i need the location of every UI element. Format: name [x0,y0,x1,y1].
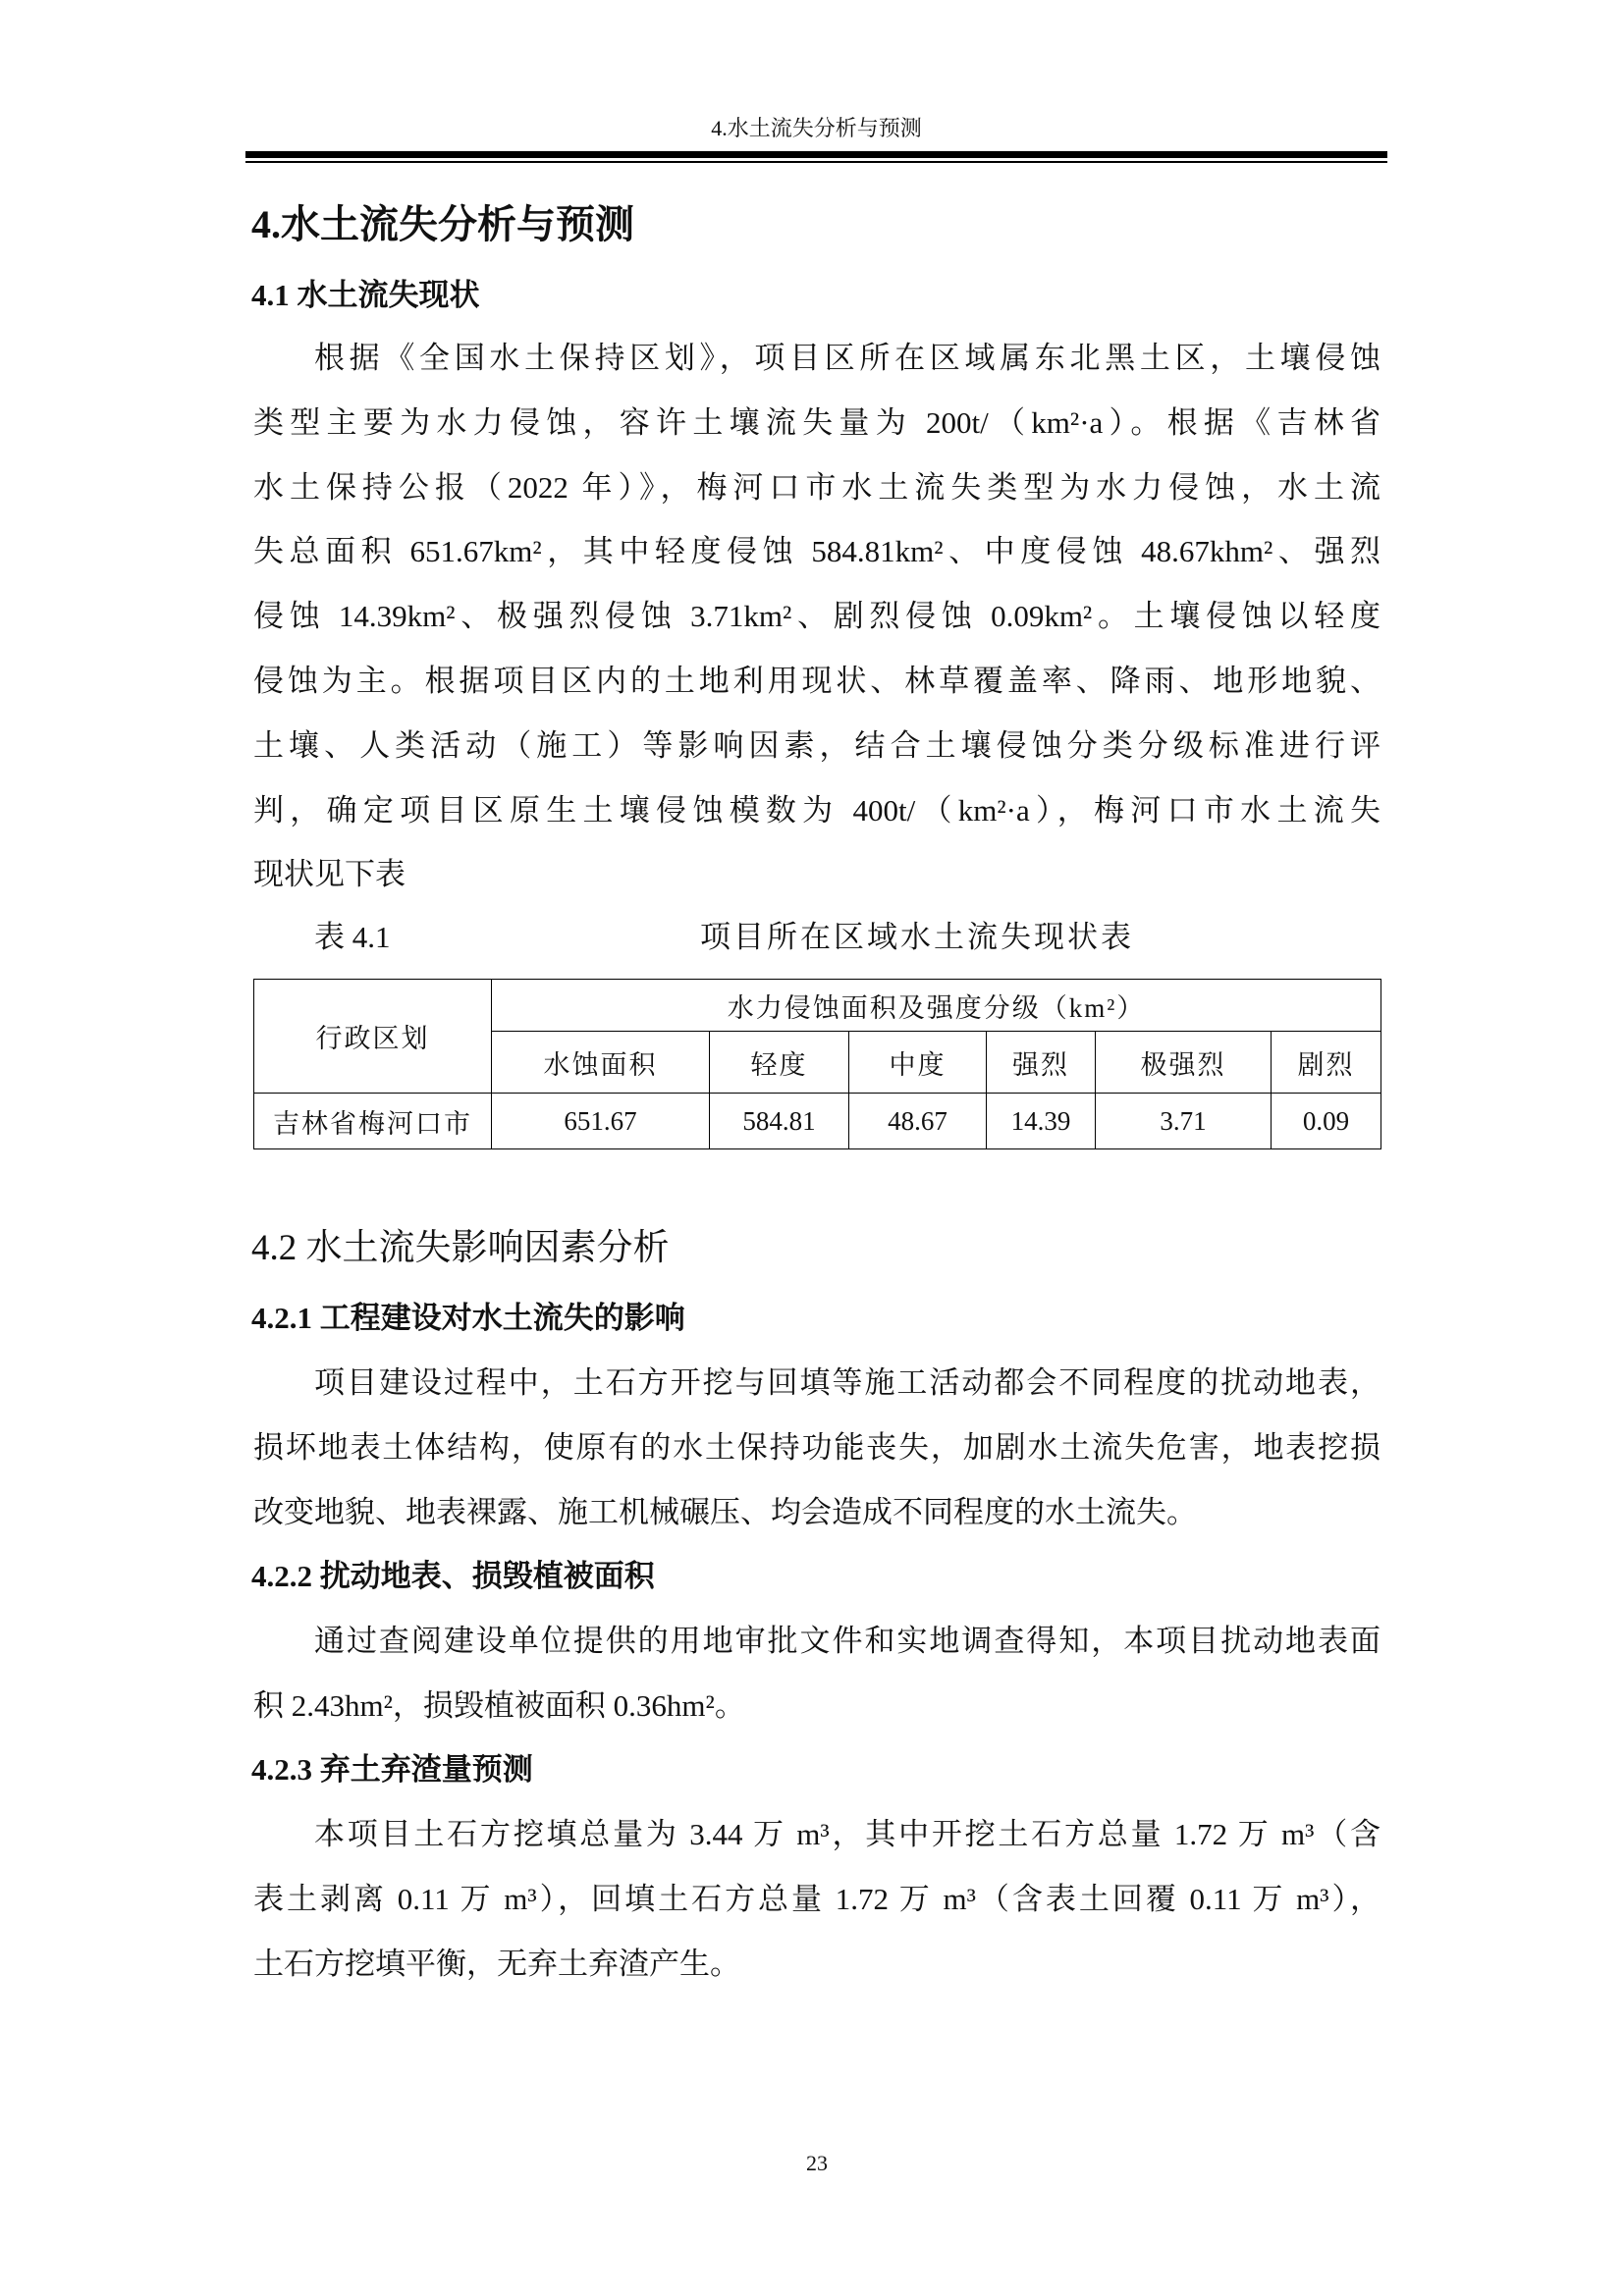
paragraph-line: 现状见下表 [253,857,406,892]
table-cell: 0.09 [1272,1094,1381,1149]
table-column-header: 强烈 [987,1032,1096,1094]
table-row [254,1094,1381,1149]
paragraph-line: 改变地貌、地表裸露、施工机械碾压、均会造成不同程度的水土流失。 [253,1494,1197,1529]
table-column-header: 极强烈 [1096,1032,1272,1094]
paragraph-line: 损坏地表土体结构，使原有的水土保持功能丧失，加剧水土流失危害，地表挖损 [253,1429,1380,1465]
section-4-2-3-heading: 4.2.3 弃土弃渣量预测 [251,1752,533,1787]
table-caption-number: 表 4.1 [314,920,391,954]
table-column-header: 剧烈 [1272,1032,1381,1094]
paragraph-line: 表土剥离 0.11 万 m³），回填土石方总量 1.72 万 m³（含表土回覆 0.11 万 m³）， [253,1881,1380,1916]
soil-erosion-status-table [253,979,1381,1149]
table-header-row [254,980,1381,1032]
section-4-2-3-paragraph [253,1802,1380,1996]
table-cell: 651.67 [492,1094,710,1149]
paragraph-line: 通过查阅建设单位提供的用地审批文件和实地调查得知，本项目扰动地表面 [314,1624,1380,1658]
paragraph-line: 侵蚀 14.39km²、极强烈侵蚀 3.71km²、剧烈侵蚀 0.09km²。土壤侵蚀以轻度 [253,599,1380,634]
section-4-2-1-heading: 4.2.1 工程建设对水土流失的影响 [251,1301,685,1335]
table-cell-region: 吉林省梅河口市 [254,1094,492,1149]
table-column-header: 水蚀面积 [492,1032,710,1094]
table-cell: 48.67 [849,1094,987,1149]
paragraph-line: 侵蚀为主。根据项目区内的土地利用现状、林草覆盖率、降雨、地形地貌、 [253,663,1380,698]
table-column-header: 轻度 [710,1032,849,1094]
section-4-2-2-paragraph [253,1609,1380,1738]
section-4-1-heading: 4.1 水土流失现状 [251,278,480,312]
table-cell: 584.81 [710,1094,849,1149]
paragraph-line: 本项目土石方挖填总量为 3.44 万 m³，其中开挖土石方总量 1.72 万 m³（含 [314,1817,1380,1851]
section-4-1-paragraph [253,326,1380,907]
table-column-header: 中度 [849,1032,987,1094]
paragraph-line: 根据《全国水土保持区划》，项目区所在区域属东北黑土区，土壤侵蚀 [314,341,1380,375]
chapter-title: 4.水土流失分析与预测 [251,202,634,246]
header-rule-thick [245,151,1387,158]
table-cell: 3.71 [1096,1094,1272,1149]
section-4-2-heading: 4.2 水土流失影响因素分析 [251,1228,670,1268]
table-cell: 14.39 [987,1094,1096,1149]
table-caption-title: 项目所在区域水土流失现状表 [700,920,1134,954]
running-header: 4.水土流失分析与预测 [711,116,922,140]
table-header-group: 水力侵蚀面积及强度分级（km²） [492,980,1381,1032]
paragraph-line: 土石方挖填平衡，无弃土弃渣产生。 [253,1946,740,1981]
paragraph-line: 土壤、人类活动（施工）等影响因素，结合土壤侵蚀分类分级标准进行评 [253,727,1380,763]
table-header-region: 行政区划 [254,980,492,1094]
header-rule-thin [245,161,1387,163]
section-4-2-1-paragraph [253,1351,1380,1544]
paragraph-line: 积 2.43hm²，损毁植被面积 0.36hm²。 [253,1687,745,1723]
paragraph-line: 水土保持公报（2022 年）》，梅河口市水土流失类型为水力侵蚀，水土流 [253,469,1380,505]
section-4-2-2-heading: 4.2.2 扰动地表、损毁植被面积 [251,1559,655,1593]
paragraph-line: 类型主要为水力侵蚀，容许土壤流失量为 200t/（km²·a）。根据《吉林省 [253,404,1380,440]
paragraph-line: 项目建设过程中，土石方开挖与回填等施工活动都会不同程度的扰动地表， [314,1365,1380,1400]
page-number: 23 [806,2151,828,2175]
paragraph-line: 失总面积 651.67km²，其中轻度侵蚀 584.81km²、中度侵蚀 48.67khm²、强烈 [253,534,1380,569]
paragraph-line: 判，确定项目区原生土壤侵蚀模数为 400t/（km²·a），梅河口市水土流失 [253,792,1380,828]
